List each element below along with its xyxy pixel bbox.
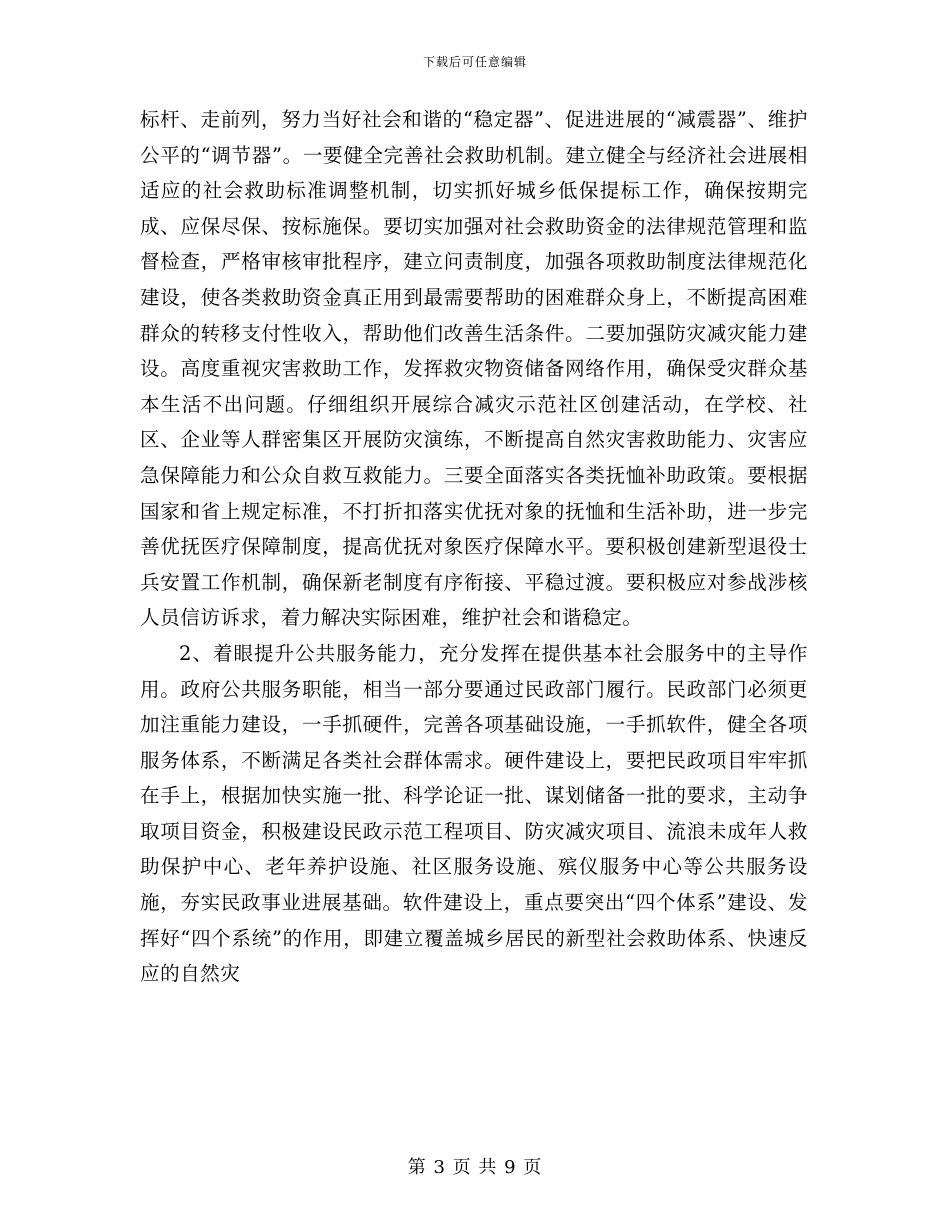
- page-number: 第 3 页 共 9 页: [407, 1157, 543, 1178]
- paragraph-1: 标杆、走前列，努力当好社会和谐的“稳定器”、促进进展的“减震器”、维护公平的“调节器”。一要健全完善社会救助机制。建立健全与经济社会进展相适应的社会救助标准调整机制，切实抓好城乡低保提标工作，确保按期完成、应保尽保、按标施保。要切实加强对社会救助资金的法律规范管理和监督检查，严格审核审批程序，建立问责制度，加强各项救助制度法律规范化建设，使各类救助资金真正用到最需要帮助的困难群众身上，不断提高困难群众的转移支付性收入，帮助他们改善生活条件。二要加强防灾减灾能力建设。高度重视灾害救助工作，发挥救灾物资储备网络作用，确保受灾群众基本生活不出问题。仔细组织开展综合减灾示范社区创建活动，在学校、社区、企业等人群密集区开展防灾演练，不断提高自然灾害救助能力、灾害应急保障能力和公众自救互救能力。三要全面落实各类抚恤补助政策。要根据国家和省上规定标准，不打折扣落实优抚对象的抚恤和生活补助，进一步完善优抚医疗保障制度，提高优抚对象医疗保障水平。要积极创建新型退役士兵安置工作机制，确保新老制度有序衔接、平稳过渡。要积极应对参战涉核人员信访诉求，着力解决实际困难，维护社会和谐稳定。: [140, 108, 808, 630]
- paragraph-2: 2、着眼提升公共服务能力，充分发挥在提供基本社会服务中的主导作用。政府公共服务职能，相当一部分要通过民政部门履行。民政部门必须更加注重能力建设，一手抓硬件，完善各项基础设施，一手抓软件，健全各项服务体系，不断满足各类社会群体需求。硬件建设上，要把民政项目牢牢抓在手上，根据加快实施一批、科学论证一批、谋划储备一批的要求，主动争取项目资金，积极建设民政示范工程项目、防灾减灾项目、流浪未成年人救助保护中心、老年养护设施、社区服务设施、殡仪服务中心等公共服务设施，夯实民政事业进展基础。软件建设上，重点要突出“四个体系”建设、发挥好“四个系统”的作用，即建立覆盖城乡居民的新型社会救助体系、快速反应的自然灾: [140, 641, 808, 986]
- document-body: [140, 102, 808, 992]
- page-header: 下载后可任意编辑: [422, 55, 527, 69]
